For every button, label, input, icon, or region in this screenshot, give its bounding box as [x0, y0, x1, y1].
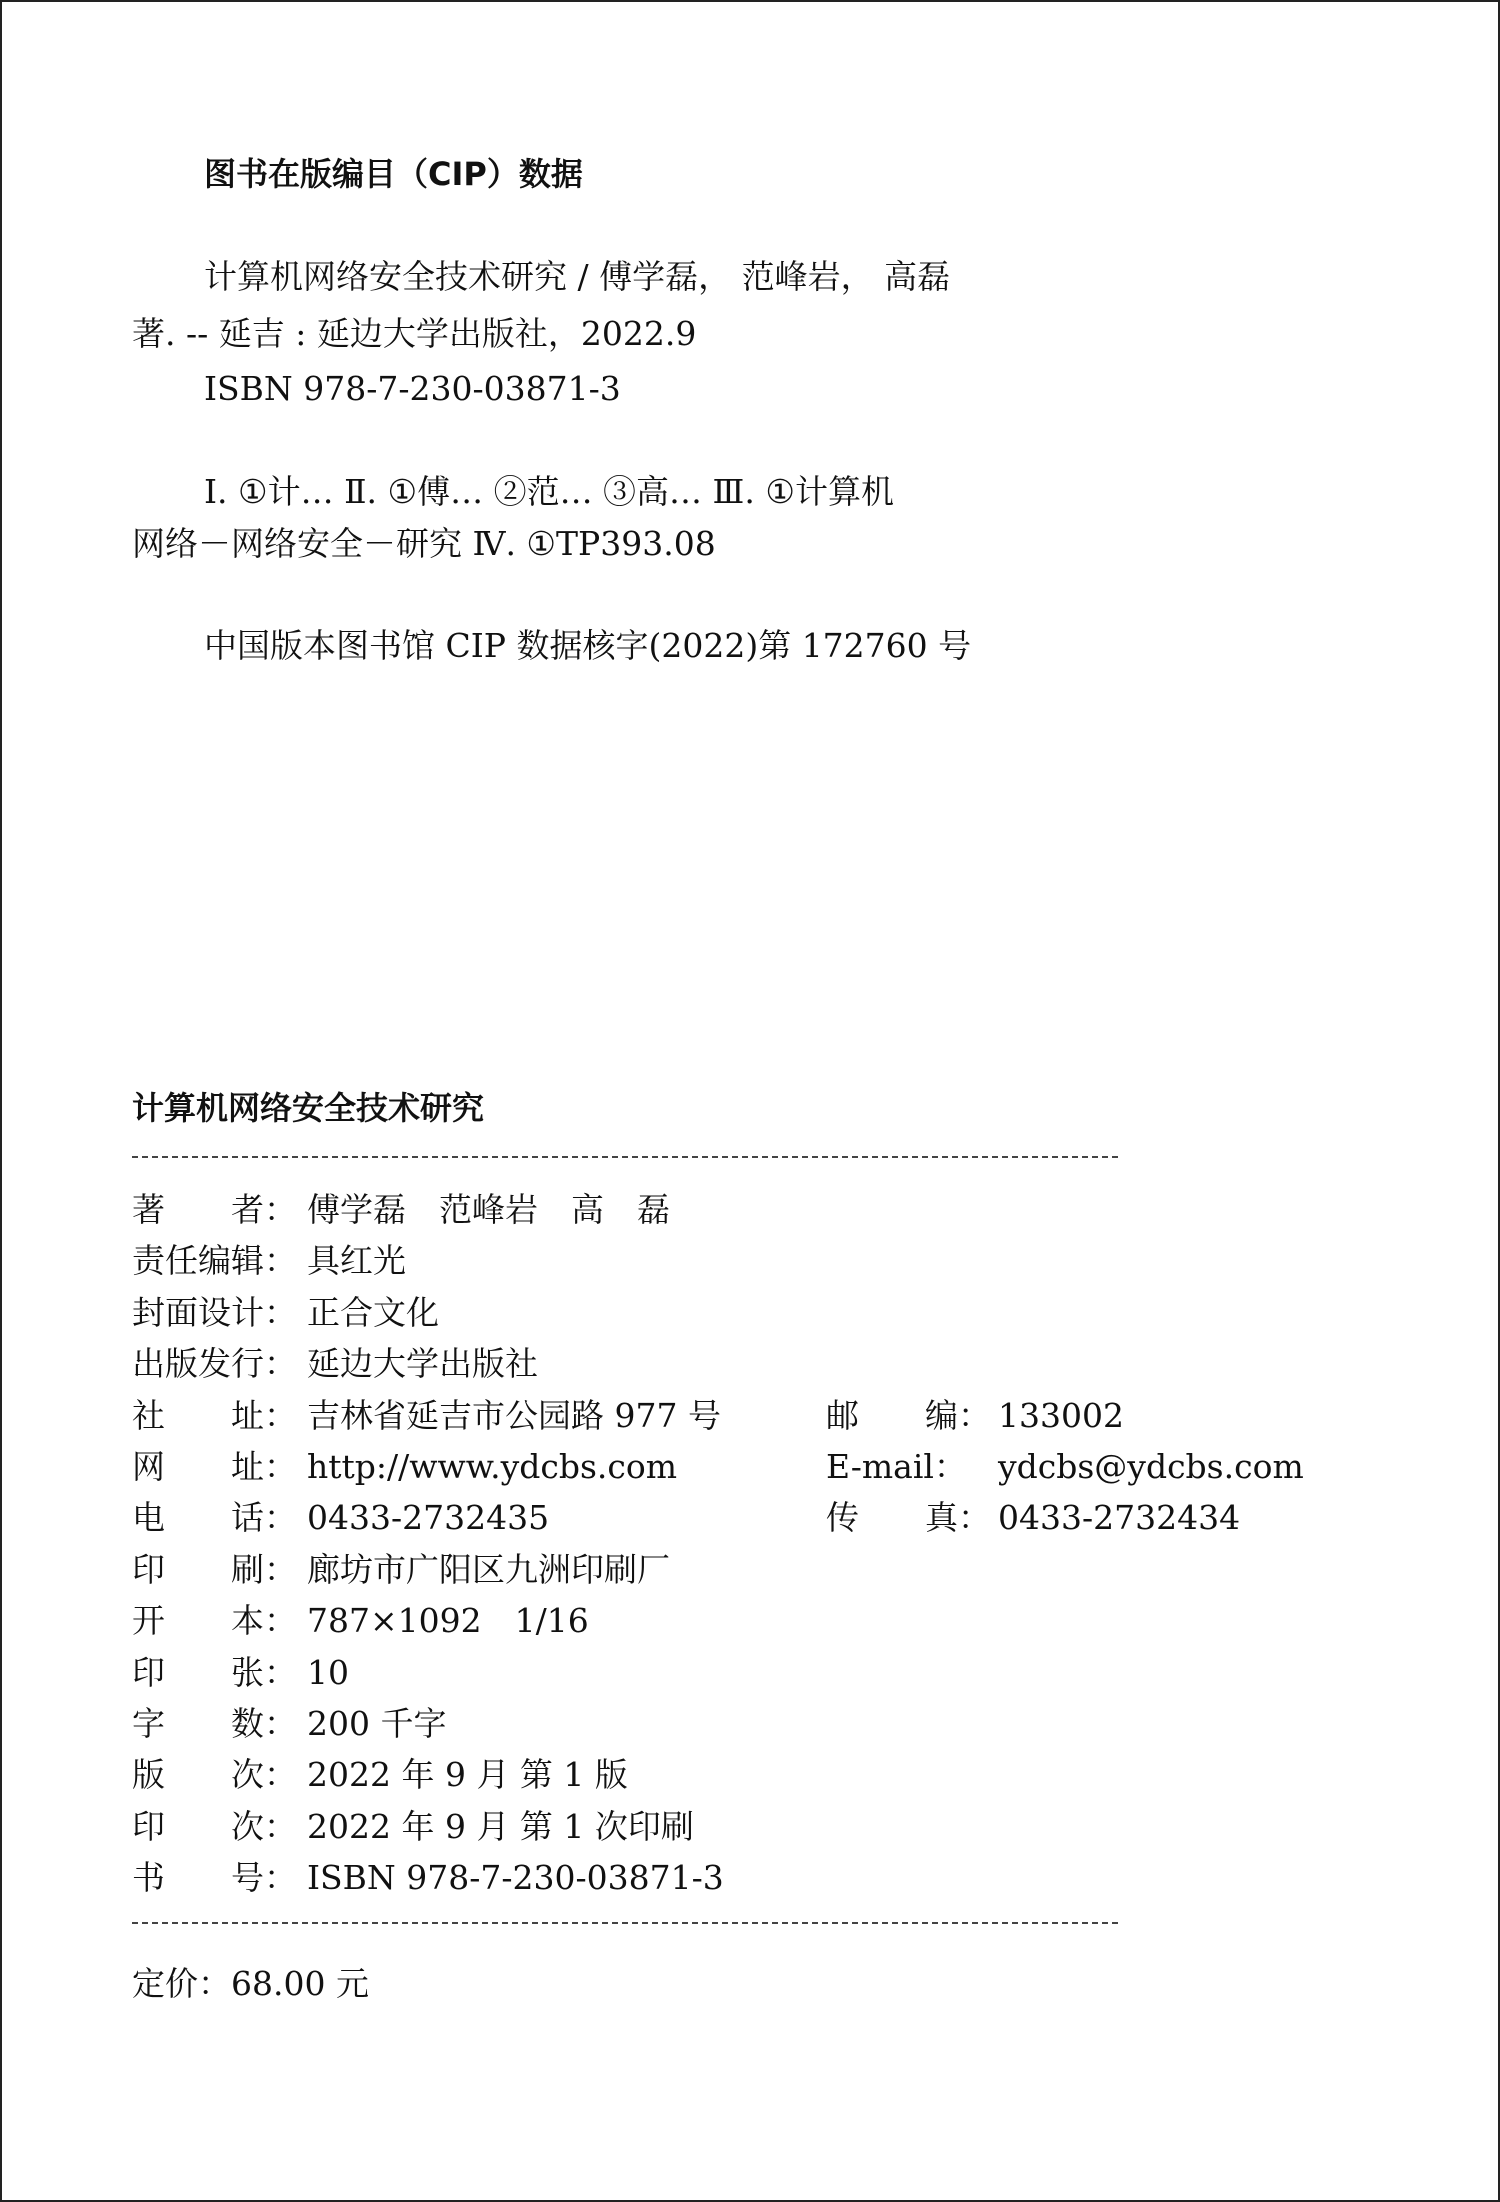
imprint-label: 开 本：	[132, 1601, 297, 1640]
imprint-value: 200 千字	[307, 1704, 447, 1743]
imprint-value-right: ydcbs@ydcbs.com	[998, 1447, 1304, 1486]
imprint-label: 著 者：	[132, 1190, 297, 1229]
imprint-label: 封面设计：	[132, 1293, 297, 1332]
cip-classification-line1: Ⅰ. ①计… Ⅱ. ①傅… ②范… ③高… Ⅲ. ①计算机	[204, 472, 894, 511]
imprint-value-right: 0433-2732434	[998, 1498, 1241, 1537]
imprint-label-right: 传 真：	[826, 1498, 991, 1537]
imprint-value: 10	[307, 1653, 349, 1692]
imprint-value: 787×1092 1/16	[307, 1601, 589, 1640]
cip-isbn: ISBN 978-7-230-03871-3	[204, 369, 621, 408]
imprint-label: 社 址：	[132, 1396, 297, 1435]
cip-header: 图书在版编目（CIP）数据	[204, 155, 583, 193]
imprint-label: 责任编辑：	[132, 1241, 297, 1280]
imprint-label: 出版发行：	[132, 1344, 297, 1383]
imprint-label-right: 邮 编：	[826, 1396, 991, 1435]
imprint-label: 印 次：	[132, 1807, 297, 1846]
imprint-label: 网 址：	[132, 1447, 297, 1486]
imprint-value: 具红光	[307, 1241, 406, 1280]
imprint-value: 吉林省延吉市公园路 977 号	[307, 1396, 721, 1435]
imprint-value: 延边大学出版社	[307, 1344, 538, 1383]
imprint-value: ISBN 978-7-230-03871-3	[307, 1858, 724, 1897]
imprint-value: 2022 年 9 月 第 1 次印刷	[307, 1807, 694, 1846]
imprint-label: 书 号：	[132, 1858, 297, 1897]
cip-title-line: 计算机网络安全技术研究 / 傅学磊， 范峰岩， 高磊	[204, 257, 951, 296]
imprint-label-right: E-mail：	[826, 1447, 967, 1486]
imprint-value: http://www.ydcbs.com	[307, 1447, 678, 1486]
imprint-value: 正合文化	[307, 1293, 439, 1332]
imprint-value: 2022 年 9 月 第 1 版	[307, 1755, 628, 1794]
imprint-label: 字 数：	[132, 1704, 297, 1743]
dashed-divider-top	[132, 1156, 1118, 1158]
imprint-label: 印 刷：	[132, 1550, 297, 1589]
imprint-value: 傅学磊 范峰岩 高 磊	[307, 1190, 670, 1229]
dashed-divider-bottom	[132, 1922, 1118, 1924]
book-title: 计算机网络安全技术研究	[132, 1089, 485, 1127]
imprint-label: 印 张：	[132, 1653, 297, 1692]
cip-record-number: 中国版本图书馆 CIP 数据核字(2022)第 172760 号	[204, 626, 972, 665]
imprint-value-right: 133002	[998, 1396, 1124, 1435]
price: 定价：68.00 元	[132, 1964, 369, 2003]
cip-publisher-line: 著. -- 延吉 : 延边大学出版社，2022.9	[132, 314, 697, 353]
imprint-value: 0433-2732435	[307, 1498, 550, 1537]
imprint-label: 版 次：	[132, 1755, 297, 1794]
imprint-label: 电 话：	[132, 1498, 297, 1537]
imprint-value: 廊坊市广阳区九洲印刷厂	[307, 1550, 670, 1589]
cip-classification-line2: 网络－网络安全－研究 Ⅳ. ①TP393.08	[132, 524, 716, 563]
